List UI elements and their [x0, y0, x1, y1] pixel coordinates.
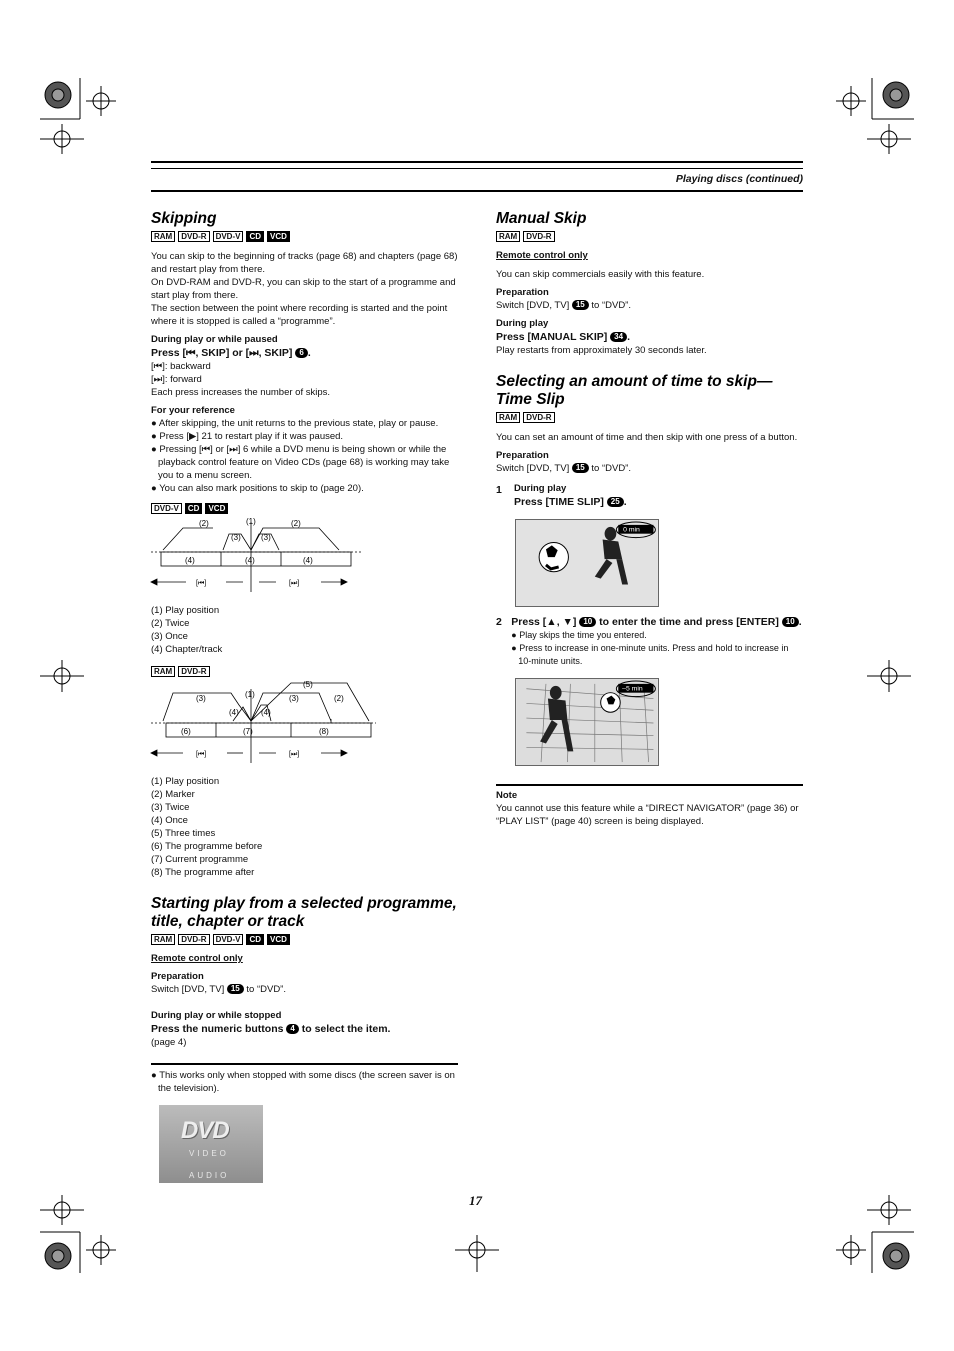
timeslip-prep [496, 462, 803, 475]
d2-label: (4) [229, 708, 239, 717]
diagram1-legend [151, 604, 461, 656]
step-2-mid: to enter the time and press [ENTER] [599, 616, 779, 628]
manual-press: Press [MANUAL SKIP] 34 . [496, 331, 630, 343]
badge-ram: RAM [151, 934, 175, 945]
header-rule-top [151, 161, 803, 163]
manual-intro: You can skip commercials easily with this feature. [496, 269, 705, 280]
badge-cd: CD [185, 503, 203, 514]
d1-label: (3) [231, 533, 241, 542]
logo-sub-audio: AUDIO [189, 1171, 230, 1180]
step-2-press: Press [▲, ▼] 10 to enter the time and press [ENTER] 10 . [511, 616, 802, 628]
key-forward: [⏭]: forward [151, 374, 202, 385]
header-rule-bottom [151, 190, 803, 192]
manual-badges [496, 231, 803, 242]
badge-dvd-r: DVD-R [178, 934, 209, 945]
diagram1-badges [151, 503, 461, 514]
prep-text: Switch [DVD, TV] [496, 300, 570, 311]
d1-label: [⏭] [289, 580, 300, 587]
legend-item: (7) Current programme [151, 854, 249, 865]
starting-note-text: This works only when stopped with some discs (the screen saver is on the television). [158, 1070, 455, 1094]
skipping-press-num: 6 [295, 348, 307, 358]
d2-label: [⏭] [289, 751, 300, 758]
d2-label: (4) [261, 708, 271, 717]
screen-1-label: 0 min [623, 526, 640, 534]
step-2-number: 2 [496, 616, 502, 628]
ref-item: ● Pressing [⏮] or [⏭] 6 while a DVD menu is being shown or while the playback control feature on Video CDs (page 68) is working may take you to a menu screen. [151, 444, 450, 481]
step-2-btn: 10 [579, 617, 596, 627]
manual-when: During play [496, 318, 549, 329]
ref-item-text: After skipping, the unit returns to the previous state, play or pause. [158, 418, 439, 429]
right-column [496, 210, 803, 828]
d2-label: (1) [245, 690, 255, 699]
step-1-btn: 25 [607, 497, 624, 507]
starting-press-num: 4 [286, 1024, 298, 1034]
ref-item-text: Pressing [⏮] or [⏭] 6 while a DVD menu is being shown or while the playback control feature on Video CDs (page 68) is working may take you to a menu screen. [158, 444, 450, 481]
prep-tail: to “DVD”. [246, 984, 286, 995]
skip-diagram-2 [151, 680, 381, 765]
d2-label: (3) [289, 694, 299, 703]
note-separator [496, 784, 803, 786]
starting-title: Starting play from a selected programme, title, chapter or track [151, 895, 457, 930]
ref-item: ● After skipping, the unit returns to the previous state, play or pause. [151, 418, 439, 429]
header-title: Playing discs (continued) [675, 173, 803, 185]
starting-prep [151, 983, 461, 996]
d2-label: [⏮] [196, 751, 207, 758]
d2-label: (7) [243, 727, 253, 736]
d2-label: (5) [303, 680, 313, 689]
step-2-item-text: Play skips the time you entered. [519, 630, 647, 640]
prep-num: 15 [572, 463, 589, 473]
step-2-press-text: Press [▲, ▼] [511, 616, 577, 628]
starting-note: ● This works only when stopped with some discs (the screen saver is on the television). [151, 1070, 455, 1094]
prep-tail: to “DVD”. [591, 463, 631, 474]
step-1 [496, 483, 803, 509]
manual-result: Play restarts from approximately 30 seconds later. [496, 345, 707, 356]
starting-press-text: Press the numeric buttons [151, 1023, 284, 1035]
d1-label: (4) [303, 556, 313, 565]
d2-label: (8) [319, 727, 329, 736]
step-2-btn2: 10 [782, 617, 799, 627]
legend-item: (8) The programme after [151, 867, 255, 878]
ref-item: ● You can also mark positions to skip to (page 20). [151, 483, 364, 494]
dvd-logo: DVD [181, 1117, 229, 1144]
badge-vcd: VCD [267, 934, 290, 945]
prep-tail: to “DVD”. [591, 300, 631, 311]
badge-dvd-r: DVD-R [178, 231, 209, 242]
timeslip-title: Selecting an amount of time to skip—Time Slip [496, 373, 773, 408]
badge-ram: RAM [496, 231, 520, 242]
starting-press-tail: to select the item. [301, 1023, 391, 1035]
legend-item: (2) Twice [151, 618, 190, 629]
skipping-press-text: Press [⏮, SKIP] or [⏭, SKIP] [151, 347, 293, 359]
badge-dvd-v: DVD-V [213, 231, 244, 242]
each-press: Each press increases the number of skips. [151, 387, 331, 398]
skipping-title: Skipping [151, 210, 217, 227]
manual-title: Manual Skip [496, 210, 587, 227]
manual-press-num: 34 [610, 332, 627, 342]
badge-cd: CD [246, 934, 264, 945]
skipping-press: Press [⏮, SKIP] or [⏭, SKIP] 6 . [151, 347, 311, 359]
tv-screen-2 [515, 678, 659, 766]
left-column [151, 210, 461, 1183]
ref-item-text: You can also mark positions to skip to (page 20). [159, 483, 364, 494]
badge-ram: RAM [151, 666, 175, 677]
screen-saver-image [159, 1105, 263, 1183]
timeslip-intro: You can set an amount of time and then skip with one press of a button. [496, 432, 798, 443]
d2-label: (3) [196, 694, 206, 703]
timeslip-badges [496, 412, 803, 423]
d1-label: (4) [185, 556, 195, 565]
note-text: You cannot use this feature while a “DIRECT NAVIGATOR” (page 36) or “PLAY LIST” (page 40) screen is being displayed. [496, 803, 799, 827]
starting-page-ref: (page 4) [151, 1037, 187, 1048]
step-1-press: Press [TIME SLIP] 25 . [514, 496, 627, 508]
key-backward: [⏮]: backward [151, 361, 211, 372]
skipping-intro-3: The section between the point where recording is started and the point where it is stopped is called a “programme”. [151, 303, 448, 327]
badge-ram: RAM [151, 231, 175, 242]
ref-label: For your reference [151, 405, 235, 416]
page-number: 17 [469, 1193, 482, 1208]
legend-item: (2) Marker [151, 789, 195, 800]
skipping-when: During play or while paused [151, 334, 278, 345]
starting-separator [151, 1063, 458, 1065]
badge-dvd-v: DVD-V [151, 503, 182, 514]
starting-prep-label: Preparation [151, 971, 204, 982]
skip-diagram-1 [151, 517, 371, 594]
step-1-when: During play [514, 483, 567, 494]
skipping-intro-1: You can skip to the beginning of tracks (page 68) and chapters (page 68) and restart play from there. [151, 251, 458, 275]
legend-item: (5) Three times [151, 828, 216, 839]
prep-text: Switch [DVD, TV] [151, 984, 225, 995]
legend-item: (6) The programme before [151, 841, 263, 852]
diagram2-badges [151, 666, 461, 677]
starting-remote: Remote control only [151, 953, 243, 964]
logo-sub-video: VIDEO [189, 1149, 229, 1158]
badge-ram: RAM [496, 412, 520, 423]
badge-dvd-r: DVD-R [178, 666, 209, 677]
d2-label: (6) [181, 727, 191, 736]
timeslip-prep-label: Preparation [496, 450, 549, 461]
step-2-item-text: Press to increase in one-minute units. Press and hold to increase in 10-minute units. [518, 643, 789, 666]
ref-item-text: Press [▶] 21 to restart play if it was paused. [159, 431, 344, 442]
skipping-badges [151, 231, 461, 242]
tv-screen-1 [515, 519, 659, 607]
badge-cd: CD [246, 231, 264, 242]
d1-label: (3) [261, 533, 271, 542]
diagram2-legend [151, 775, 461, 879]
note-label: Note [496, 790, 518, 801]
starting-when: During play or while stopped [151, 1010, 282, 1021]
legend-item: (1) Play position [151, 776, 220, 787]
prep-num: 15 [227, 984, 244, 994]
step-2-item: ● Play skips the time you entered. [511, 630, 647, 640]
header-rule-mid [151, 168, 803, 169]
d1-label: (1) [246, 517, 256, 526]
legend-item: (3) Once [151, 631, 188, 642]
legend-item: (4) Chapter/track [151, 644, 223, 655]
badge-vcd: VCD [267, 231, 290, 242]
prep-num: 15 [572, 300, 589, 310]
badge-dvd-v: DVD-V [213, 934, 244, 945]
manual-prep [496, 299, 803, 312]
starting-badges [151, 934, 461, 945]
step-2-item: ● Press to increase in one-minute units. Press and hold to increase in 10-minute units. [511, 643, 789, 666]
step-2 [496, 615, 803, 668]
d1-label: [⏮] [196, 580, 207, 587]
ref-item: ● Press [▶] 21 to restart play if it was paused. [151, 431, 344, 442]
d1-label: (2) [199, 519, 209, 528]
legend-item: (1) Play position [151, 605, 220, 616]
step-1-press-text: Press [TIME SLIP] [514, 496, 604, 508]
manual-prep-label: Preparation [496, 287, 549, 298]
prep-text: Switch [DVD, TV] [496, 463, 570, 474]
legend-item: (4) Once [151, 815, 188, 826]
legend-item: (3) Twice [151, 802, 190, 813]
skipping-intro-2: On DVD-RAM and DVD-R, you can skip to the start of a programme and start play from there. [151, 277, 456, 301]
starting-press [151, 1022, 461, 1036]
badge-dvd-r: DVD-R [523, 412, 554, 423]
badge-dvd-r: DVD-R [523, 231, 554, 242]
manual-press-text: Press [MANUAL SKIP] [496, 331, 608, 343]
d2-label: (2) [334, 694, 344, 703]
d1-label: (4) [245, 556, 255, 565]
manual-remote: Remote control only [496, 250, 588, 261]
d1-label: (2) [291, 519, 301, 528]
badge-vcd: VCD [205, 503, 228, 514]
step-1-number: 1 [496, 484, 502, 496]
screen-2-label: –5 min [622, 685, 643, 693]
